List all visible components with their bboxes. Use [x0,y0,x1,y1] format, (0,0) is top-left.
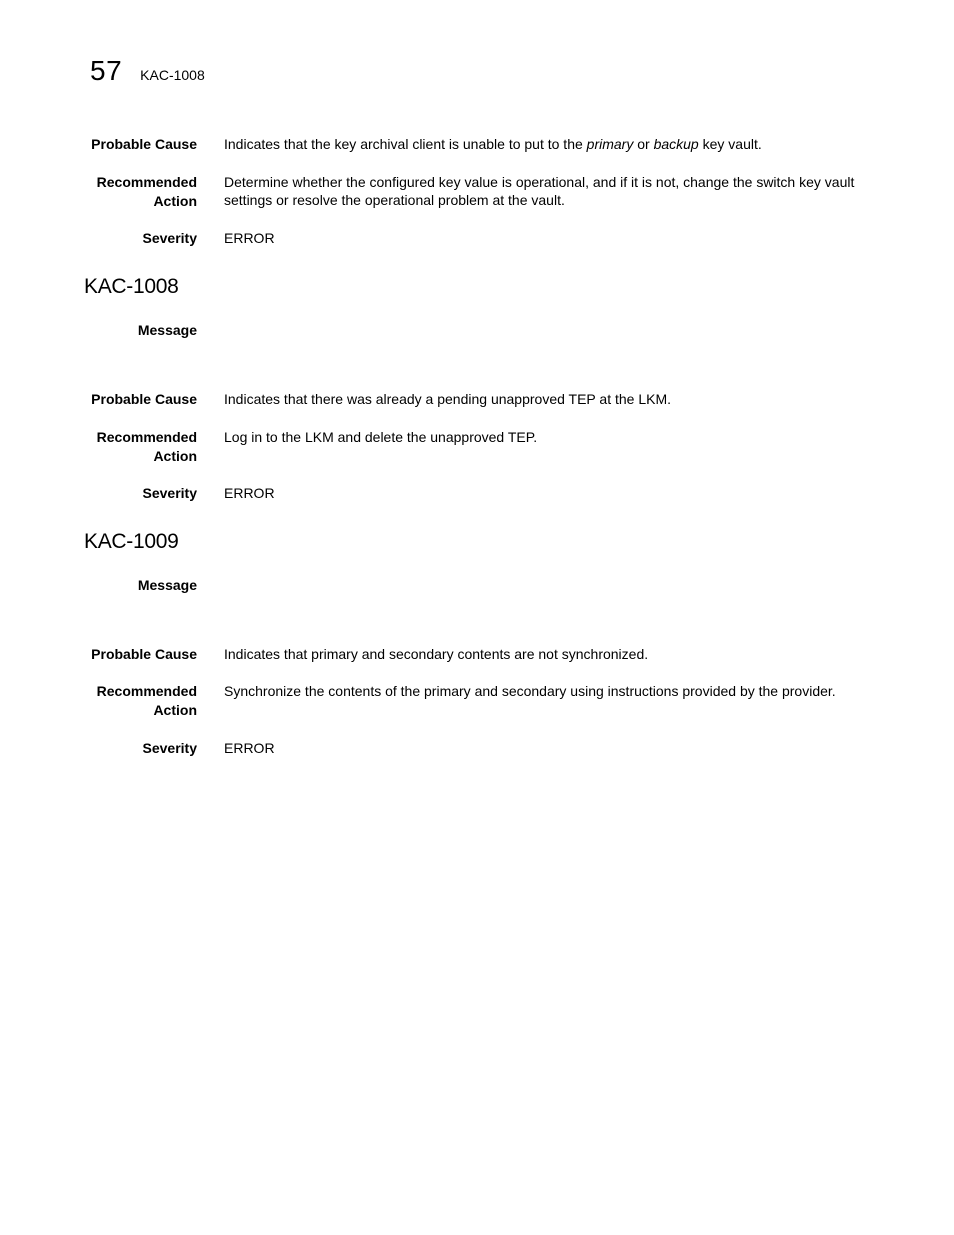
recommended-action-text: Synchronize the contents of the primary and secondary using instructions provided by the provider. [224,683,836,699]
probable-cause-label: Probable Cause [91,646,197,662]
recommended-action-label: Recommended Action [96,683,197,718]
recommended-action-label: Recommended Action [96,429,197,464]
section-heading-kac-1009: KAC-1009 [84,530,179,553]
page-header [90,54,205,90]
severity-value: ERROR [224,740,275,756]
probable-cause-text: Indicates that primary and secondary contents are not synchronized. [224,646,649,662]
recommended-action-text: Log in to the LKM and delete the unapproved TEP. [224,429,538,445]
probable-cause-label: Probable Cause [91,391,197,407]
severity-value: ERROR [224,230,275,246]
probable-cause-text: Indicates that the key archival client is unable to put to the primary or backup key vault. [224,136,762,152]
probable-cause-label: Probable Cause [91,136,197,152]
section-heading-kac-1008: KAC-1008 [84,275,179,298]
severity-value: ERROR [224,485,275,501]
severity-label: Severity [142,740,197,756]
probable-cause-text: Indicates that there was already a pending unapproved TEP at the LKM. [224,391,671,407]
message-label: Message [137,322,197,338]
message-label: Message [137,577,197,593]
running-title: KAC-1008 [140,67,205,83]
recommended-action-label: Recommended Action [96,174,197,209]
severity-label: Severity [142,485,197,501]
recommended-action-text: Determine whether the configured key value is operational, and if it is not, change the switch key vault settings or resolve the operational problem at the vault. [224,174,855,208]
severity-label: Severity [142,230,197,246]
chapter-number: 57 [90,55,123,86]
